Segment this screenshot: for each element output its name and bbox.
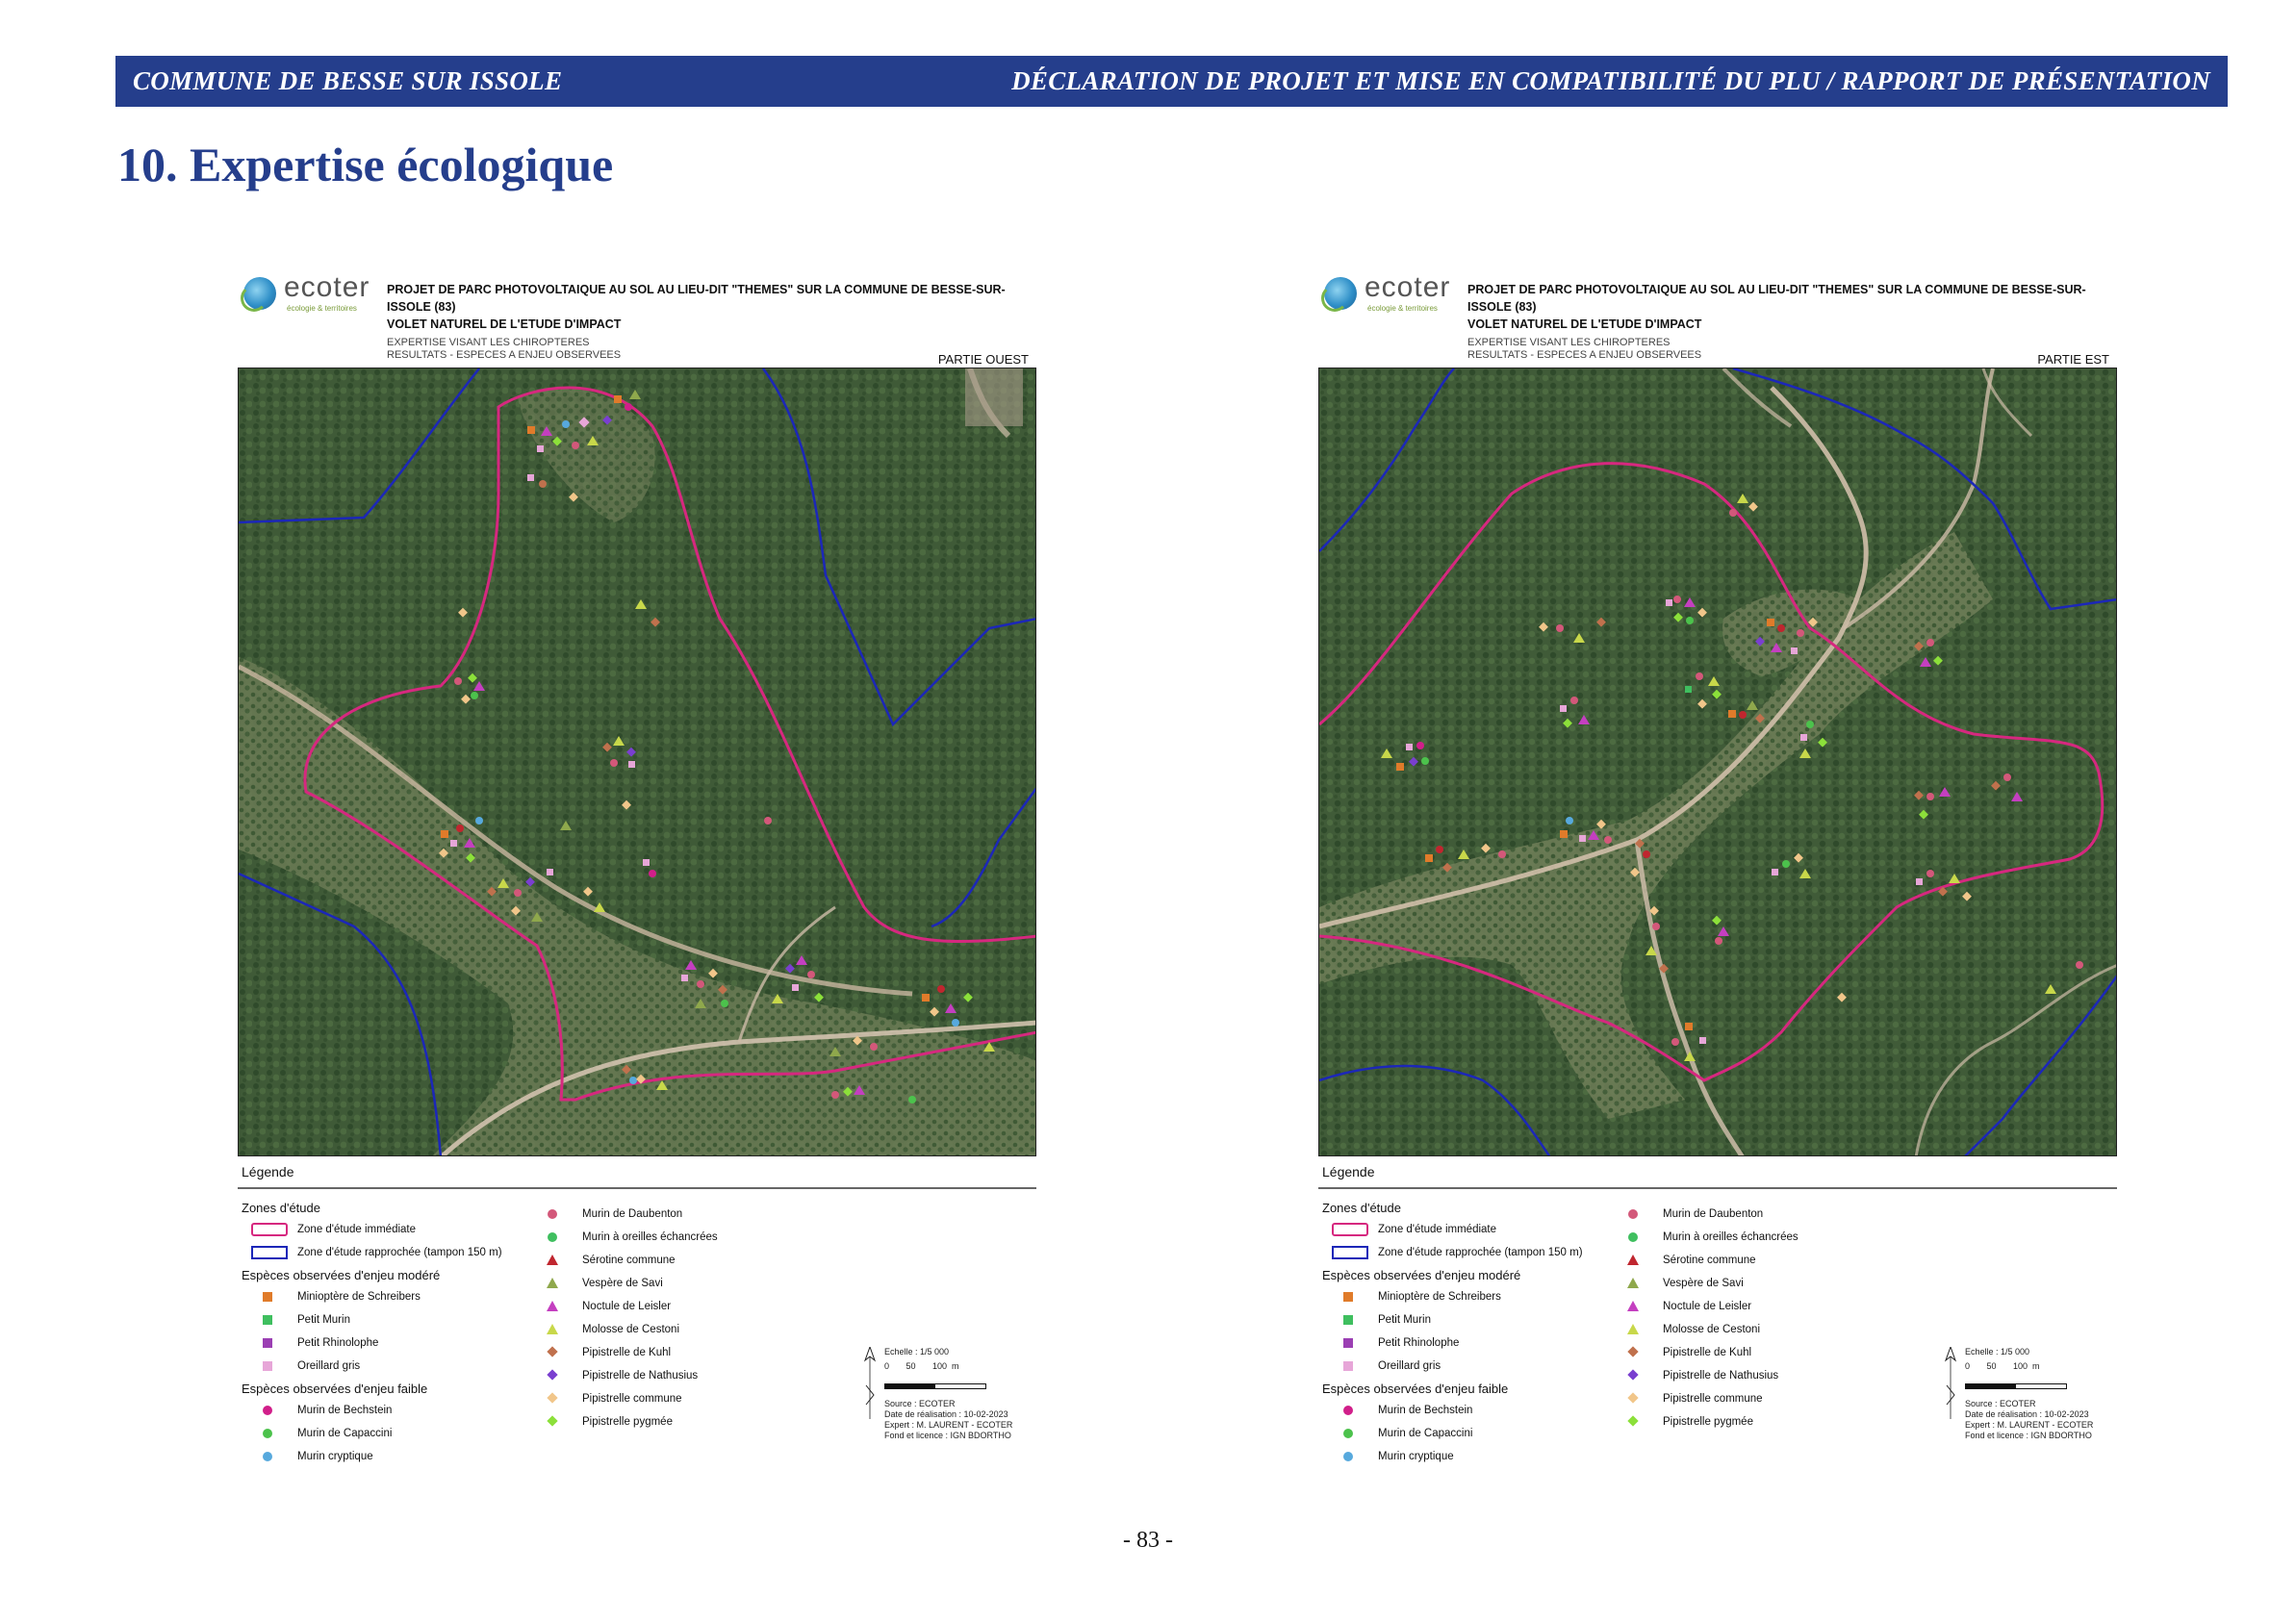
map-subtitle — [1467, 337, 1701, 362]
legend-item: Petit Murin — [1322, 1308, 1583, 1331]
legend-item: Vespère de Savi — [526, 1272, 718, 1295]
legend-item: Pipistrelle commune — [1607, 1387, 1799, 1410]
legend-item: Pipistrelle de Kuhl — [526, 1341, 718, 1364]
legend-item: Minioptère de Schreibers — [242, 1285, 502, 1308]
legend-zone-rapprochee: Zone d'étude rapprochée (tampon 150 m) — [1322, 1241, 1583, 1264]
legend-item: Murin à oreilles échancrées — [526, 1226, 718, 1249]
legend-item: Murin de Daubenton — [1607, 1203, 1799, 1226]
page-number: - 83 - — [1123, 1528, 1173, 1553]
ecoter-logo — [243, 271, 388, 314]
legend-divider — [238, 1187, 1036, 1189]
map-part-label: PARTIE OUEST — [937, 352, 1029, 367]
legend-item: Pipistrelle de Nathusius — [1607, 1364, 1799, 1387]
subtitle-2: RESULTATS - ESPECES A ENJEU OBSERVEES — [387, 349, 622, 361]
legend-column-2 — [1607, 1203, 1799, 1433]
map-header — [1318, 269, 2117, 366]
legend-zones-header: Zones d'étude — [242, 1200, 320, 1215]
logo-tagline: écologie & territoires — [1367, 304, 1438, 313]
legend-column-1 — [1322, 1197, 1583, 1468]
legend-item: Murin cryptique — [1322, 1445, 1583, 1468]
map-source: Source : ECOTER Date de réalisation : 10-02-2023 Expert : M. LAURENT - ECOTER Fond et licence : IGN BDORTHO — [884, 1399, 1013, 1440]
legend-faible-header: Espèces observées d'enjeu faible — [1322, 1381, 1509, 1396]
scale-text: Echelle : 1/5 000 0 50 100 m — [1965, 1347, 2040, 1371]
legend-item: Petit Rhinolophe — [1322, 1331, 1583, 1355]
north-arrow-icon — [1944, 1347, 1957, 1424]
scale-bar — [1965, 1383, 2067, 1389]
map-header — [238, 269, 1036, 366]
legend-divider — [1318, 1187, 2117, 1189]
map-legend — [1318, 1164, 2117, 1472]
legend-item: Noctule de Leisler — [526, 1295, 718, 1318]
project-line-2: ISSOLE (83) — [1467, 300, 1537, 314]
legend-item: Oreillard gris — [242, 1355, 502, 1378]
aerial-map-ouest[interactable] — [238, 368, 1036, 1156]
legend-item: Molosse de Cestoni — [526, 1318, 718, 1341]
subtitle-1: EXPERTISE VISANT LES CHIROPTERES — [1467, 337, 1671, 348]
legend-item: Molosse de Cestoni — [1607, 1318, 1799, 1341]
legend-modere-header: Espèces observées d'enjeu modéré — [242, 1267, 441, 1282]
page-title: 10. Expertise écologique — [117, 138, 614, 191]
legend-item: Vespère de Savi — [1607, 1272, 1799, 1295]
map-source: Source : ECOTER Date de réalisation : 10-02-2023 Expert : M. LAURENT - ECOTER Fond et licence : IGN BDORTHO — [1965, 1399, 2094, 1440]
project-line-3: VOLET NATUREL DE L'ETUDE D'IMPACT — [1467, 317, 1702, 331]
legend-zones-header: Zones d'étude — [1322, 1200, 1401, 1215]
legend-faible-header: Espèces observées d'enjeu faible — [242, 1381, 428, 1396]
ecoter-logo — [1324, 271, 1468, 314]
map-canvas — [239, 368, 1036, 1156]
subtitle-2: RESULTATS - ESPECES A ENJEU OBSERVEES — [1467, 349, 1702, 361]
project-line-2: ISSOLE (83) — [387, 300, 456, 314]
legend-item: Noctule de Leisler — [1607, 1295, 1799, 1318]
logo-name: ecoter — [284, 271, 370, 303]
subtitle-1: EXPERTISE VISANT LES CHIROPTERES — [387, 337, 590, 348]
map-sheet-est — [1318, 269, 2117, 1472]
legend-item: Murin de Daubenton — [526, 1203, 718, 1226]
legend-item: Murin de Bechstein — [242, 1399, 502, 1422]
logo-tagline: écologie & territoires — [287, 304, 357, 313]
ecoter-logo-icon — [1324, 277, 1357, 310]
legend-item: Pipistrelle de Kuhl — [1607, 1341, 1799, 1364]
legend-item: Petit Rhinolophe — [242, 1331, 502, 1355]
project-line-1: PROJET DE PARC PHOTOVOLTAIQUE AU SOL AU LIEU-DIT "THEMES" SUR LA COMMUNE DE BESSE-SUR- — [387, 283, 1006, 296]
legend-modere-header: Espèces observées d'enjeu modéré — [1322, 1267, 1521, 1282]
legend-zone-rapprochee: Zone d'étude rapprochée (tampon 150 m) — [242, 1241, 502, 1264]
legend-zone-immediate: Zone d'étude immédiate — [1322, 1218, 1583, 1241]
scale-bar — [884, 1383, 986, 1389]
project-line-3: VOLET NATUREL DE L'ETUDE D'IMPACT — [387, 317, 622, 331]
map-sheet-ouest — [238, 269, 1036, 1472]
legend-item: Pipistrelle pygmée — [526, 1410, 718, 1433]
legend-item: Sérotine commune — [1607, 1249, 1799, 1272]
legend-item: Pipistrelle pygmée — [1607, 1410, 1799, 1433]
legend-zone-immediate: Zone d'étude immédiate — [242, 1218, 502, 1241]
north-arrow-icon — [863, 1347, 877, 1424]
banner-document: DÉCLARATION DE PROJET ET MISE EN COMPATIBILITÉ DU PLU / RAPPORT DE PRÉSENTATION — [1011, 66, 2210, 95]
map-subtitle — [387, 337, 621, 362]
legend-item: Murin de Capaccini — [242, 1422, 502, 1445]
ecoter-logo-icon — [243, 277, 276, 310]
map-canvas — [1319, 368, 2117, 1156]
legend-item: Oreillard gris — [1322, 1355, 1583, 1378]
header-banner — [115, 56, 2228, 107]
logo-name: ecoter — [1365, 271, 1451, 303]
legend-column-1 — [242, 1197, 502, 1468]
legend-column-2 — [526, 1203, 718, 1433]
legend-item: Pipistrelle commune — [526, 1387, 718, 1410]
legend-item: Pipistrelle de Nathusius — [526, 1364, 718, 1387]
legend-item: Murin de Capaccini — [1322, 1422, 1583, 1445]
project-line-1: PROJET DE PARC PHOTOVOLTAIQUE AU SOL AU LIEU-DIT "THEMES" SUR LA COMMUNE DE BESSE-SUR- — [1467, 283, 2086, 296]
legend-title: Légende — [1322, 1164, 1375, 1179]
legend-item: Minioptère de Schreibers — [1322, 1285, 1583, 1308]
legend-item: Murin de Bechstein — [1322, 1399, 1583, 1422]
map-part-label: PARTIE EST — [2037, 352, 2109, 367]
map-legend — [238, 1164, 1036, 1472]
legend-title: Légende — [242, 1164, 294, 1179]
project-title — [387, 281, 1022, 333]
banner-commune: COMMUNE DE BESSE SUR ISSOLE — [133, 66, 563, 95]
legend-item: Petit Murin — [242, 1308, 502, 1331]
legend-item: Murin à oreilles échancrées — [1607, 1226, 1799, 1249]
aerial-map-est[interactable] — [1318, 368, 2117, 1156]
scale-text: Echelle : 1/5 000 0 50 100 m — [884, 1347, 959, 1371]
legend-item: Murin cryptique — [242, 1445, 502, 1468]
project-title — [1467, 281, 2103, 333]
legend-item: Sérotine commune — [526, 1249, 718, 1272]
